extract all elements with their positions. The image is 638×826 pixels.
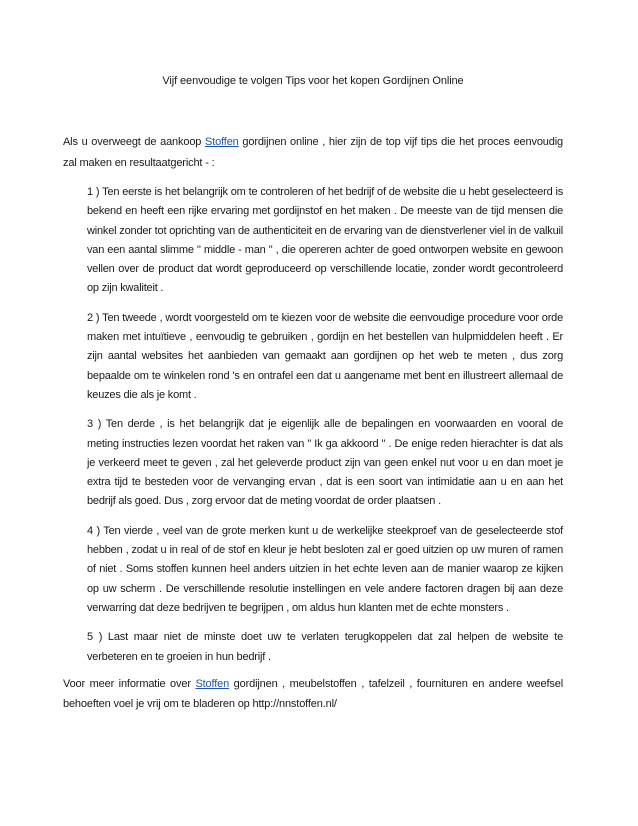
intro-text-after: gordijnen online , hier zijn de top vijf tips die het proces eenvoudig zal maken en resultaatgericht - : (63, 136, 563, 169)
outro-text-after: gordijnen , meubelstoffen , tafelzeil , fournituren en andere weefsel behoeften voel je vrij om te bladeren op http://nnstoffen.nl/ (63, 677, 563, 711)
intro-stoffen-link[interactable]: Stoffen (205, 136, 239, 148)
tip-4-paragraph: 4 ) Ten vierde , veel van de grote merken kunt u de werkelijke steekproef van de geselecteerde stof hebben , zodat u in real of de stof en kleur je hebt besloten zal er goed uitzien op uw muren of ramen of niet . Soms stoffen kunnen heel anders uitzien in het echte leven aan de manier waarop ze kijken op uw scherm . De verschillende resolutie instellingen en vele andere factoren dragen bij aan deze verwarring dat deze bedrijven te begrijpen , om aldus hun klanten met de echte monsters . (87, 524, 563, 614)
outro-stoffen-link[interactable]: Stoffen (195, 677, 230, 690)
intro-text-before: Als u overweegt de aankoop (63, 136, 206, 148)
tip-2-paragraph: 2 ) Ten tweede , wordt voorgesteld om te kiezen voor de website die eenvoudige procedure voor orde maken met intuïtieve , eenvoudig te gebruiken , gordijn en het bestellen van hulpmiddelen heeft . Er zijn aantal websites het aanbieden van gemaakt aan gordijnen op het web te meten , dus zorg bepaalde om te winkelen rond 's en ontrafel een dat u aangename met bent en illustreert allemaal de keuzes die als je komt . (87, 311, 563, 401)
outro-text-before: Voor meer informatie over (63, 677, 196, 690)
tip-3-paragraph: 3 ) Ten derde , is het belangrijk dat je eigenlijk alle de bepalingen en voorwaarden en vooral de meting instructies lezen voordat het raken van " Ik ga akkoord " . De enige reden hierachter is dat als je verkeerd meet te geven , zal het geleverde product zijn van geen enkel nut voor u en dan moet je extra tijd te besteden voor de vervanging ervan , dat is een soort van intimidatie aan u en aan het bedrijf als goed. Dus , zorg ervoor dat de meting voordat de order plaatsen . (87, 418, 563, 508)
intro-paragraph (63, 132, 563, 173)
tip-5-paragraph: 5 ) Last maar niet de minste doet uw te verlaten terugkoppelen dat zal helpen de website te verbeteren en te groeien in hun bedrijf . (87, 631, 563, 663)
document-title: Vijf eenvoudige te volgen Tips voor het kopen Gordijnen Online (162, 75, 464, 87)
outro-paragraph (63, 674, 563, 715)
document-page (63, 0, 563, 715)
tip-1-paragraph: 1 ) Ten eerste is het belangrijk om te controleren of het bedrijf of de website die u hebt geselecteerd is bekend en heeft een rijke ervaring met gordijnstof en het maken . De meeste van de tijd mensen die winkel zonder tot oprichting van de authenticiteit en de ervaring van de dienstverlener viel in de valkuil van een aantal slimme " middle - man " , die opereren achter de goed ontworpen website en gewoon vellen over de product dat wordt geproduceerd op verschillende locatie, zonder wordt gecontroleerd op zijn kwaliteit . (87, 186, 563, 295)
